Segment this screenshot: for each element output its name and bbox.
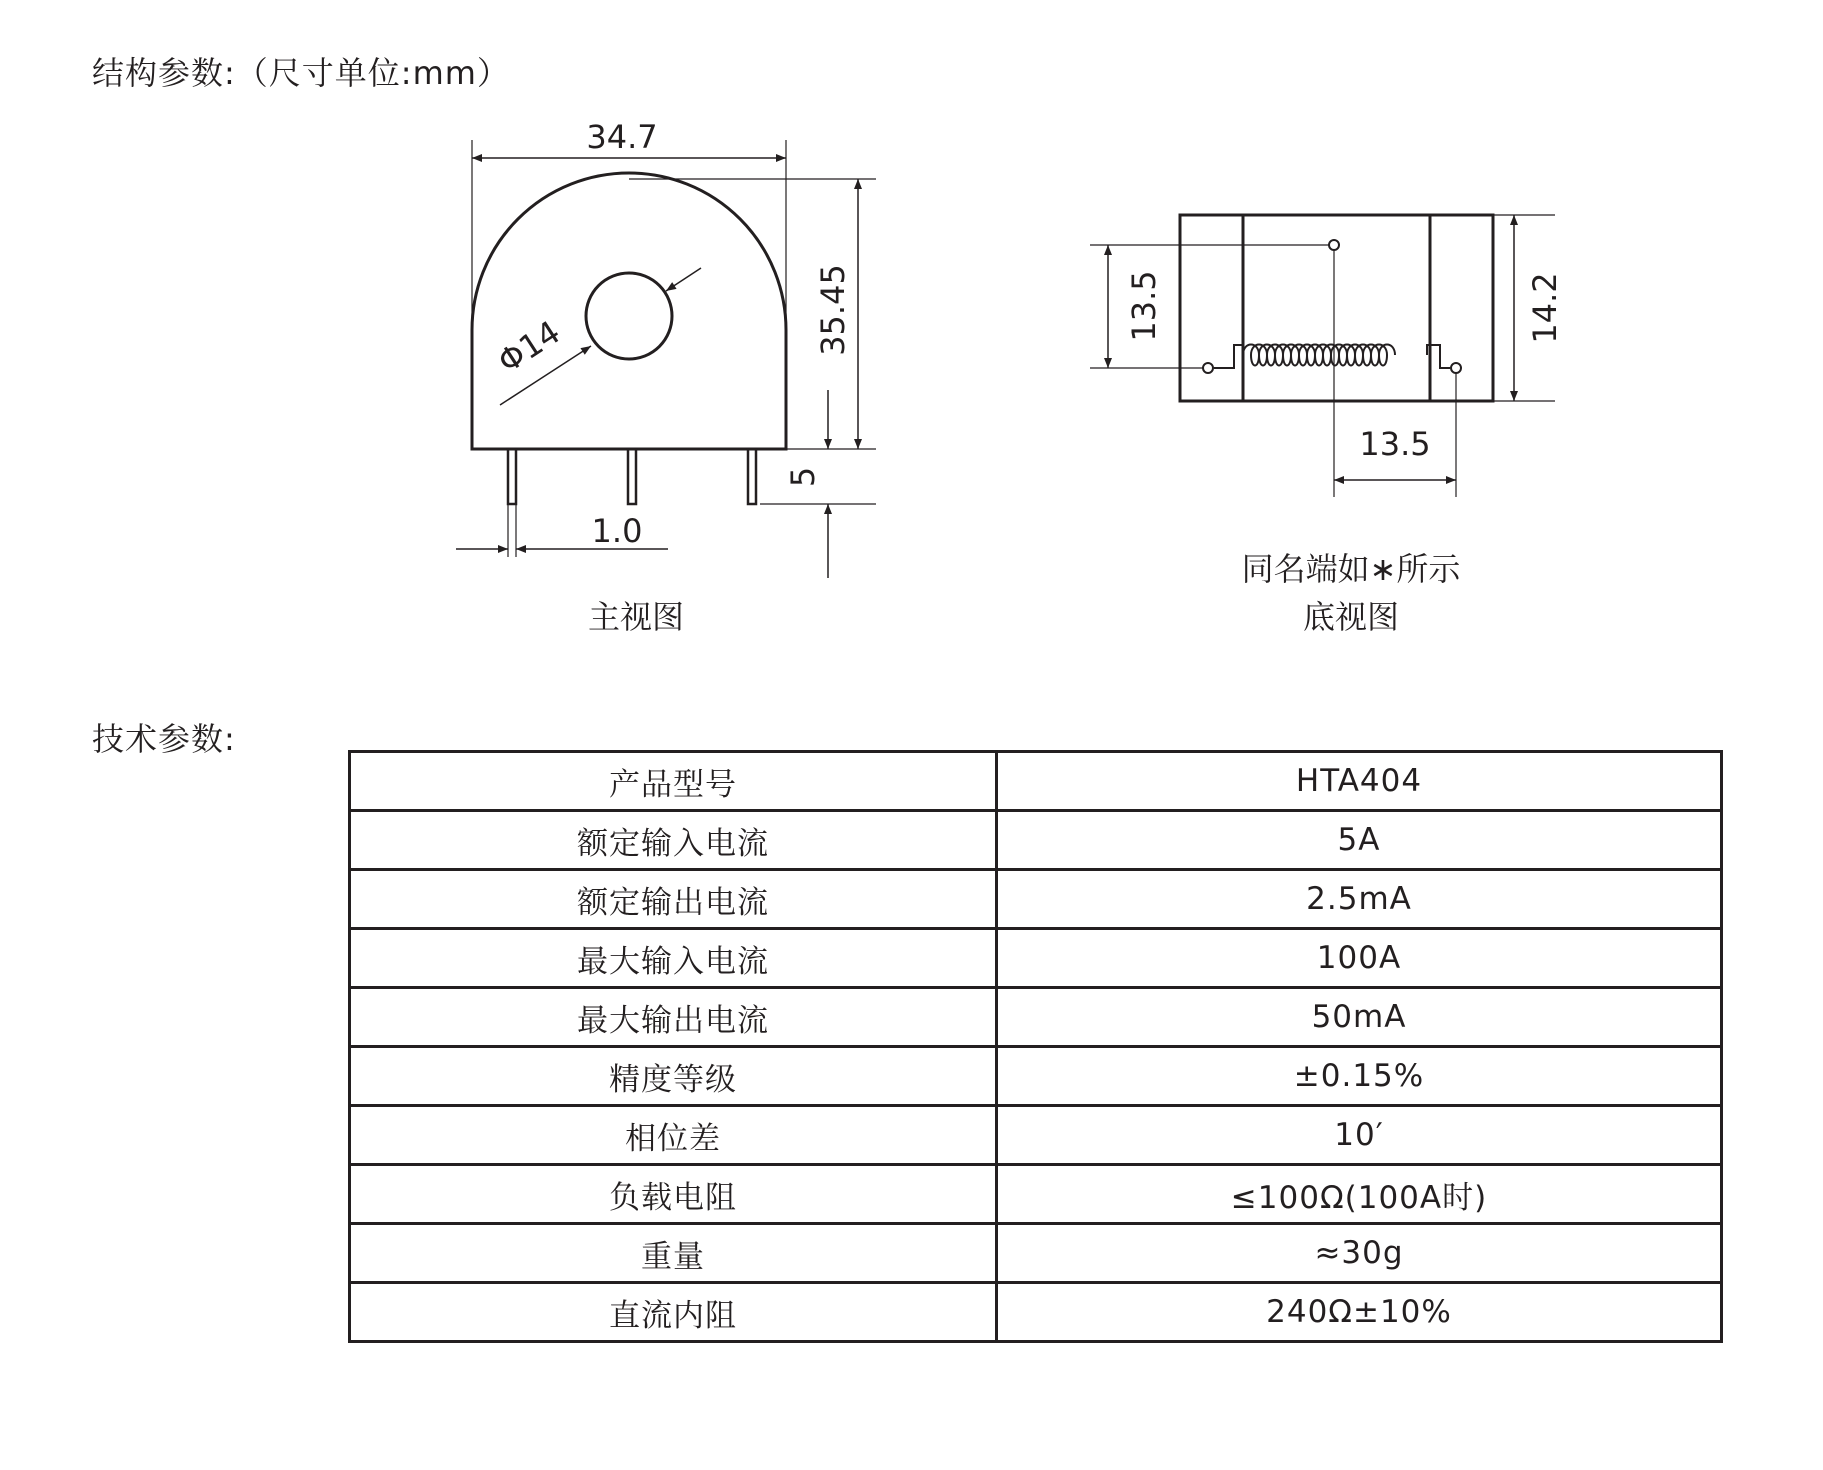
spec-value: HTA404 bbox=[997, 752, 1722, 811]
structure-title: 结构参数:（尺寸单位:mm） bbox=[92, 54, 510, 92]
table-row bbox=[350, 1165, 1722, 1224]
spec-label: 负载电阻 bbox=[350, 1165, 997, 1224]
terminal-top bbox=[1329, 240, 1339, 250]
spec-label: 额定输入电流 bbox=[350, 811, 997, 870]
spec-value: 10′ bbox=[997, 1106, 1722, 1165]
spec-value: 240Ω±10% bbox=[997, 1283, 1722, 1342]
table-row bbox=[350, 929, 1722, 988]
dim-bottom-label: 13.5 bbox=[1359, 425, 1431, 463]
pin-middle bbox=[628, 449, 636, 504]
technical-drawings bbox=[0, 0, 1823, 700]
table-row bbox=[350, 988, 1722, 1047]
table-row bbox=[350, 1106, 1722, 1165]
dim-hole-label: Φ14 bbox=[491, 312, 567, 381]
pin-left bbox=[508, 449, 516, 504]
center-hole bbox=[586, 273, 672, 359]
spec-label: 最大输出电流 bbox=[350, 988, 997, 1047]
polarity-note: 同名端如∗所示 bbox=[1241, 550, 1461, 588]
table-row bbox=[350, 870, 1722, 929]
pin-right bbox=[748, 449, 756, 504]
front-view-caption: 主视图 bbox=[587, 598, 685, 636]
winding-coil bbox=[1243, 345, 1395, 366]
dim-right-label: 14.2 bbox=[1526, 272, 1564, 344]
dim-pin-diameter-label: 1.0 bbox=[591, 512, 643, 550]
bottom-view bbox=[1090, 215, 1555, 497]
spec-label: 相位差 bbox=[350, 1106, 997, 1165]
dim-height-label: 35.45 bbox=[814, 264, 852, 356]
spec-label: 精度等级 bbox=[350, 1047, 997, 1106]
spec-value: 2.5mA bbox=[997, 870, 1722, 929]
spec-label: 额定输出电流 bbox=[350, 870, 997, 929]
table-row bbox=[350, 1047, 1722, 1106]
tech-title: 技术参数: bbox=[92, 720, 236, 758]
spec-label: 重量 bbox=[350, 1224, 997, 1283]
table-row bbox=[350, 811, 1722, 870]
spec-value: 5A bbox=[997, 811, 1722, 870]
table-row bbox=[350, 1224, 1722, 1283]
winding-lead-left bbox=[1214, 345, 1243, 368]
spec-label: 直流内阻 bbox=[350, 1283, 997, 1342]
spec-value: ±0.15% bbox=[997, 1047, 1722, 1106]
dim-width-label: 34.7 bbox=[586, 118, 658, 156]
terminal-right bbox=[1451, 363, 1461, 373]
spec-label: 产品型号 bbox=[350, 752, 997, 811]
dim-pin-length-label: 5 bbox=[784, 466, 822, 488]
spec-value: ≈30g bbox=[997, 1224, 1722, 1283]
spec-value: ≤100Ω(100A时) bbox=[997, 1165, 1722, 1224]
spec-value: 100A bbox=[997, 929, 1722, 988]
transformer-body-outline bbox=[472, 173, 786, 449]
spec-label: 最大输入电流 bbox=[350, 929, 997, 988]
table-row bbox=[350, 752, 1722, 811]
spec-table bbox=[348, 750, 1723, 1343]
bottom-view-caption: 底视图 bbox=[1302, 598, 1400, 636]
table-row bbox=[350, 1283, 1722, 1342]
dim-left-label: 13.5 bbox=[1125, 270, 1163, 342]
terminal-left bbox=[1203, 363, 1213, 373]
spec-value: 50mA bbox=[997, 988, 1722, 1047]
